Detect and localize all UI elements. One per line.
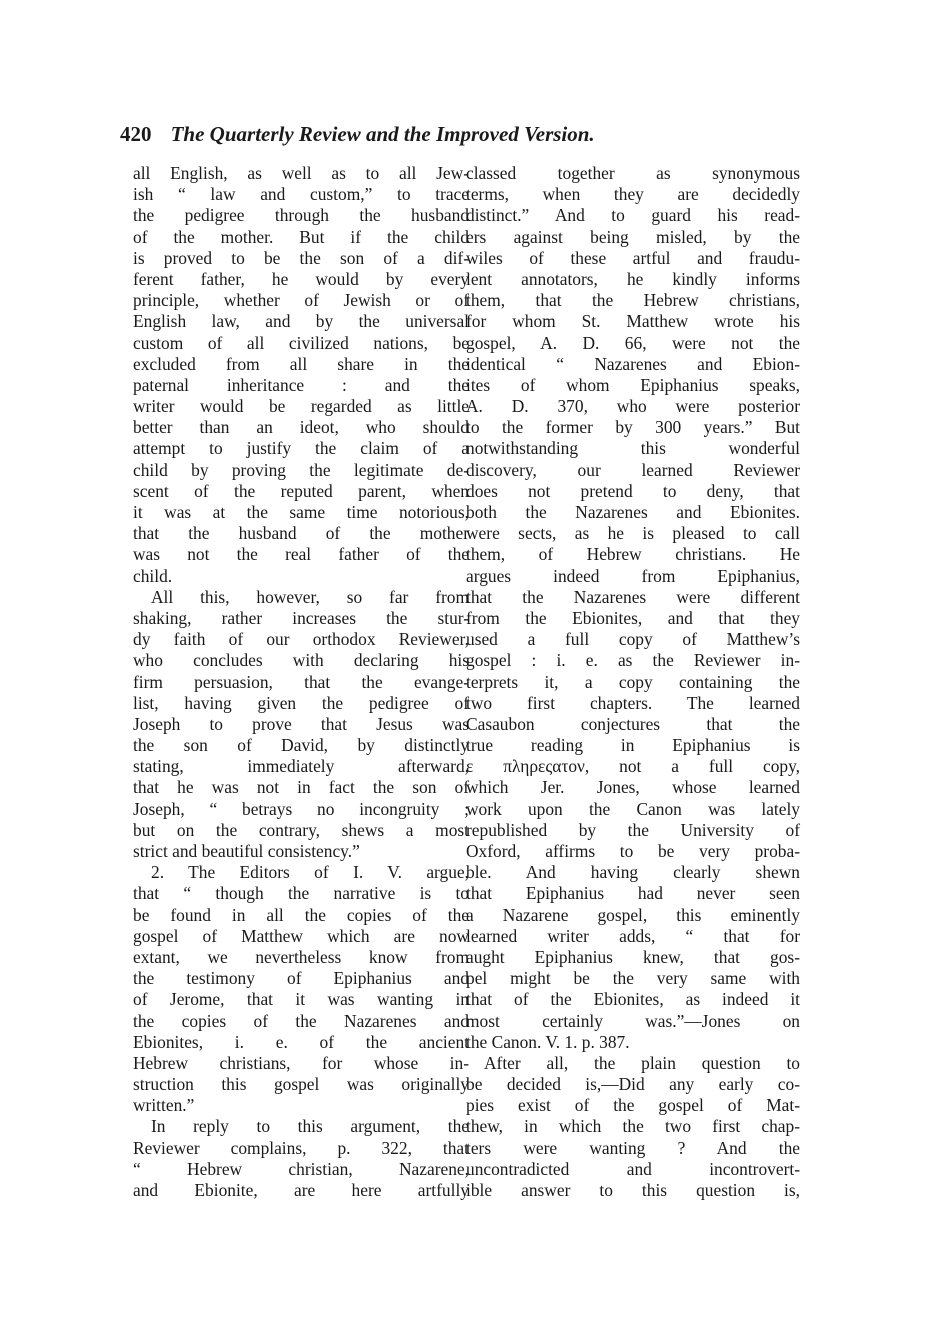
text-line: ferent father, he would by every xyxy=(133,268,469,289)
text-line: All this, however, so far from xyxy=(151,586,469,607)
running-head xyxy=(120,122,820,152)
running-title: The Quarterly Review and the Improved Version. xyxy=(170,122,595,146)
text-line: identical “ Nazarenes and Ebion- xyxy=(466,353,800,374)
text-line: terprets it, a copy containing the xyxy=(466,671,800,692)
text-line: argues indeed from Epiphanius, xyxy=(466,565,800,586)
text-line: uncontradicted and incontrovert- xyxy=(466,1158,800,1179)
text-line: lent annotators, he kindly informs xyxy=(466,268,800,289)
text-line: principle, whether of Jewish or of xyxy=(133,290,469,311)
text-line: the son of David, by distinctly xyxy=(133,735,469,756)
text-line: ble. And having clearly shewn xyxy=(466,862,800,883)
text-line: ites of whom Epiphanius speaks, xyxy=(466,374,800,395)
right-column xyxy=(466,163,800,1201)
text-line: custom of all civilized nations, be xyxy=(133,332,469,353)
text-line: learned writer adds, “ that for xyxy=(466,925,800,946)
text-line: dy faith of our orthodox Reviewer, xyxy=(133,629,469,650)
left-column xyxy=(133,163,469,1201)
text-line: Hebrew christians, for whose in- xyxy=(133,1052,469,1073)
text-line: the copies of the Nazarenes and xyxy=(133,1010,469,1031)
text-line: that of the Ebionites, as indeed it xyxy=(466,989,800,1010)
text-line: child. xyxy=(133,565,173,586)
text-line: “ Hebrew christian, Nazarene, xyxy=(133,1158,469,1179)
text-line: ers against being misled, by the xyxy=(466,226,800,247)
text-line: for whom St. Matthew wrote his xyxy=(466,311,800,332)
text-line: republished by the University of xyxy=(466,819,800,840)
text-line: them, that the Hebrew christians, xyxy=(466,290,800,311)
text-line: be decided is,—Did any early co- xyxy=(466,1074,800,1095)
text-line: both the Nazarenes and Ebionites. xyxy=(466,502,800,522)
text-line: list, having given the pedigree of xyxy=(133,692,469,713)
text-line: attempt to justify the claim of a xyxy=(133,438,469,459)
text-line: and Ebionite, are here artfully xyxy=(133,1180,469,1200)
text-line: was not the real father of the xyxy=(133,544,469,565)
text-line: to the former by 300 years.” But xyxy=(466,417,800,438)
text-line: that the husband of the mother xyxy=(133,523,469,544)
text-line: 2. The Editors of I. V. argue, xyxy=(151,862,469,883)
text-line: In reply to this argument, the xyxy=(151,1116,469,1137)
text-line: two first chapters. The learned xyxy=(466,692,800,713)
text-line: the testimony of Epiphanius and xyxy=(133,968,469,989)
text-line: that Epiphanius had never seen xyxy=(466,883,800,904)
text-line: a Nazarene gospel, this eminently xyxy=(466,904,800,925)
page-number: 420 xyxy=(120,122,152,146)
text-line: After all, the plain question to xyxy=(484,1052,800,1073)
text-line: ε πληρεςατον, not a full copy, xyxy=(466,756,800,777)
text-line: Joseph to prove that Jesus was xyxy=(133,713,469,734)
text-line: which Jer. Jones, whose learned xyxy=(466,777,800,798)
text-line: classed together as synonymous xyxy=(466,163,800,183)
text-line: notwithstanding this wonderful xyxy=(466,438,800,459)
text-line: who concludes with declaring his xyxy=(133,650,469,671)
text-line: aught Epiphanius knew, that gos- xyxy=(466,946,800,967)
text-line: all English, as well as to all Jew- xyxy=(133,163,469,183)
text-line: gospel, A. D. 66, were not the xyxy=(466,332,800,353)
text-line: work upon the Canon was lately xyxy=(466,798,800,819)
text-line: from the Ebionites, and that they xyxy=(466,607,800,628)
text-line: is proved to be the son of a dif- xyxy=(133,247,469,268)
text-line: ible answer to this question is, xyxy=(466,1180,800,1200)
text-line: Casaubon conjectures that the xyxy=(466,713,800,734)
text-line: used a full copy of Matthew’s xyxy=(466,629,800,650)
text-line: ish “ law and custom,” to trace xyxy=(133,184,469,205)
text-line: of the mother. But if the child xyxy=(133,226,469,247)
text-line: child by proving the legitimate de- xyxy=(133,459,469,480)
text-line: most certainly was.”—Jones on xyxy=(466,1010,800,1031)
text-line: were sects, as he is pleased to call xyxy=(466,523,800,544)
text-line: that the Nazarenes were different xyxy=(466,586,800,607)
text-line: strict and beautiful consistency.” xyxy=(133,841,360,861)
text-line: firm persuasion, that the evange- xyxy=(133,671,469,692)
text-line: written.” xyxy=(133,1095,195,1116)
text-line: of Jerome, that it was wanting in xyxy=(133,989,469,1010)
text-line: shaking, rather increases the stur- xyxy=(133,607,469,628)
text-line: pel might be the very same with xyxy=(466,968,800,989)
text-line: be found in all the copies of the xyxy=(133,904,469,925)
text-line: that he was not in fact the son of xyxy=(133,777,469,798)
text-line: does not pretend to deny, that xyxy=(466,480,800,501)
text-line: gospel of Matthew which are now xyxy=(133,925,469,946)
text-line: terms, when they are decidedly xyxy=(466,184,800,205)
text-line: A. D. 370, who were posterior xyxy=(466,396,800,417)
text-line: better than an ideot, who should xyxy=(133,417,469,438)
text-line: wiles of these artful and fraudu- xyxy=(466,247,800,268)
text-line: stating, immediately afterward, xyxy=(133,756,469,777)
text-line: Ebionites, i. e. of the ancient xyxy=(133,1031,469,1052)
text-line: it was at the same time notorious, xyxy=(133,502,469,522)
text-line: writer would be regarded as little xyxy=(133,396,469,417)
text-line: the Canon. V. 1. p. 387. xyxy=(466,1031,630,1052)
text-line: Reviewer complains, p. 322, that xyxy=(133,1137,469,1158)
text-line: struction this gospel was originally xyxy=(133,1074,469,1095)
text-line: paternal inheritance : and the xyxy=(133,374,469,395)
text-line: Oxford, affirms to be very proba- xyxy=(466,841,800,861)
text-line: thew, in which the two first chap- xyxy=(466,1116,800,1137)
text-line: that “ though the narrative is to xyxy=(133,883,469,904)
text-line: distinct.” And to guard his read- xyxy=(466,205,800,226)
text-line: Joseph, “ betrays no incongruity ; xyxy=(133,798,469,819)
text-line: true reading in Epiphanius is xyxy=(466,735,800,756)
text-line: extant, we nevertheless know from xyxy=(133,946,469,967)
text-line: them, of Hebrew christians. He xyxy=(466,544,800,565)
text-line: the pedigree through the husband xyxy=(133,205,469,226)
text-line: discovery, our learned Reviewer xyxy=(466,459,800,480)
text-line: gospel : i. e. as the Reviewer in- xyxy=(466,650,800,671)
text-line: but on the contrary, shews a most xyxy=(133,819,469,840)
text-line: ters were wanting ? And the xyxy=(466,1137,800,1158)
text-line: scent of the reputed parent, when xyxy=(133,480,469,501)
text-line: English law, and by the universal xyxy=(133,311,469,332)
text-line: excluded from all share in the xyxy=(133,353,469,374)
text-line: pies exist of the gospel of Mat- xyxy=(466,1095,800,1116)
